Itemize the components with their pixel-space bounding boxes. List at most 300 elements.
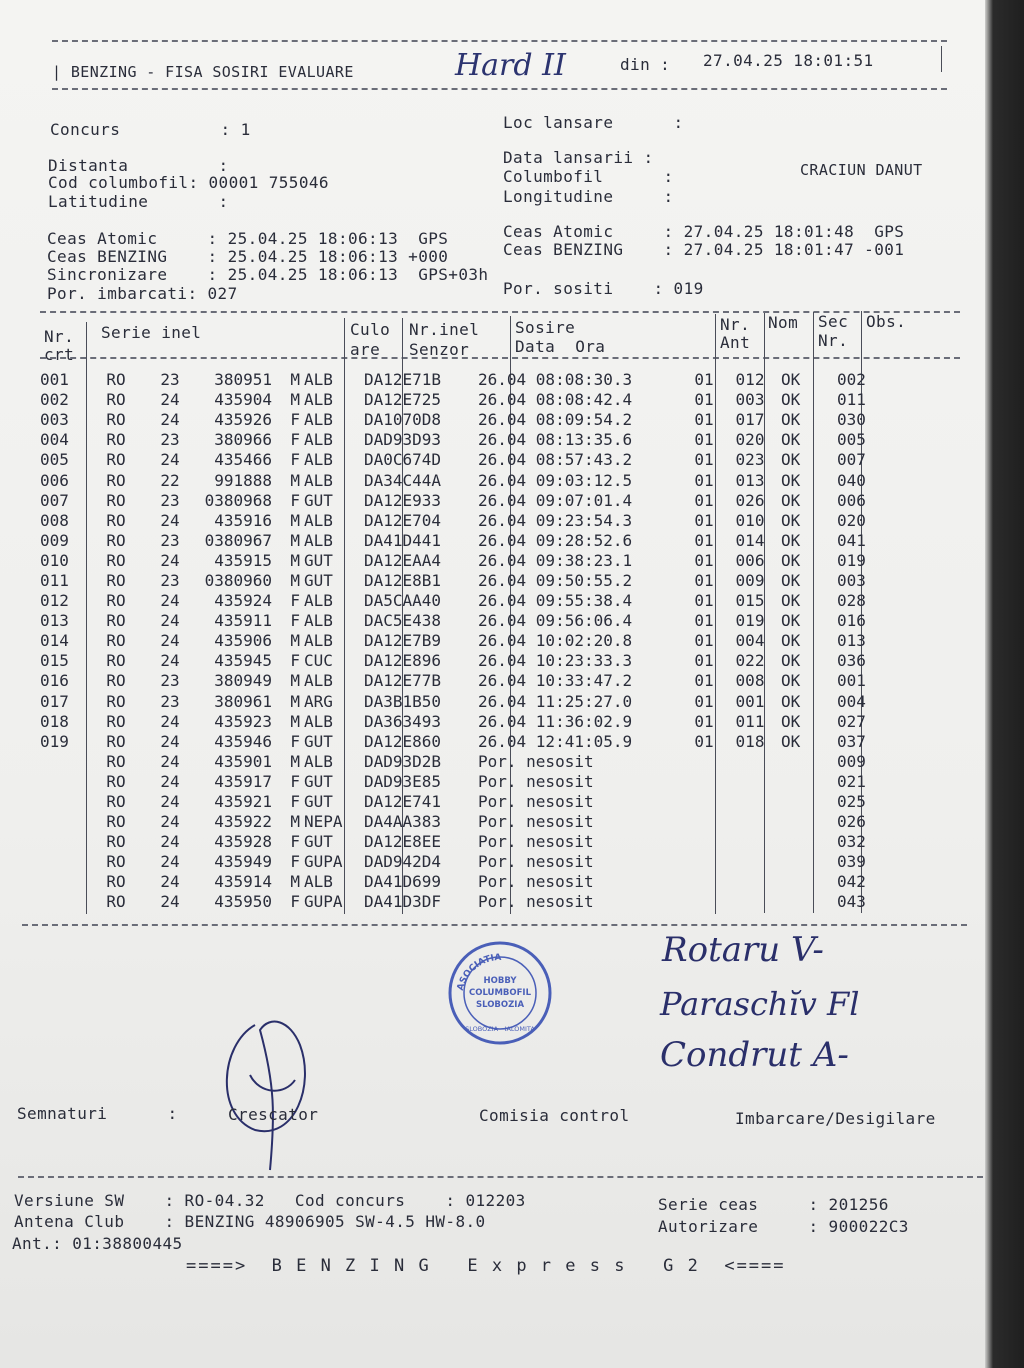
nom-cell: 014 (735, 530, 765, 550)
ring-country-cell: RO (106, 792, 126, 812)
sincronizare-field: Sincronizare : 25.04.25 18:06:13 GPS+03h (47, 265, 489, 284)
arrival-datetime-cell: 26.04 09:07:01.4 (478, 490, 633, 510)
security-status-cell: OK (781, 611, 801, 631)
ring-year-cell: 23 (160, 691, 180, 711)
obs-cell: 026 (837, 812, 866, 832)
sex-cell: F (290, 852, 300, 872)
color-cell: ALB (304, 751, 333, 771)
arrival-datetime-cell: 26.04 09:03:12.5 (478, 470, 633, 490)
security-status-cell: OK (781, 370, 801, 390)
row-number-cell: 003 (40, 410, 69, 430)
ring-year-cell: 24 (160, 450, 180, 470)
arrival-datetime-cell: Por. nesosit (478, 812, 594, 832)
security-status-cell: OK (781, 731, 801, 751)
row-number-cell (40, 772, 86, 792)
color-cell: ALB (304, 631, 333, 651)
table-row (40, 872, 897, 892)
nom-cell: 003 (735, 390, 765, 410)
nom-cell (725, 852, 775, 872)
arrival-datetime-cell: 26.04 11:25:27.0 (478, 691, 633, 711)
ring-number-cell: 0380967 (204, 530, 272, 550)
ceas-benzing-left: Ceas BENZING : 25.04.25 18:06:13 +000 (47, 247, 449, 266)
col-nrinel: Nr.inel (409, 320, 480, 339)
table-row (40, 491, 897, 511)
ring-year-cell: 23 (160, 570, 180, 590)
signature-crescator: Crescator (228, 1105, 319, 1124)
ring-number-cell: 435921 (214, 792, 272, 812)
nom-cell: 006 (735, 550, 765, 570)
ring-country-cell: RO (106, 530, 126, 550)
obs-cell: 027 (837, 711, 866, 731)
sensor-ring-cell: DA12E933 (364, 490, 442, 510)
table-row (40, 792, 897, 812)
row-number-cell: 017 (40, 691, 69, 711)
color-cell: ALB (304, 510, 333, 530)
ring-year-cell: 24 (160, 631, 180, 651)
col-nom: Nom (768, 313, 799, 332)
obs-cell: 020 (837, 510, 866, 530)
col-culo: Culo (350, 320, 391, 339)
ring-number-cell: 435906 (214, 631, 272, 651)
color-cell: ALB (304, 390, 333, 410)
loc-lansare-field: Loc lansare : (503, 113, 684, 132)
antenna-cell (683, 772, 725, 792)
sex-cell: M (290, 691, 300, 711)
obs-cell: 041 (837, 530, 866, 550)
antenna-cell (683, 872, 725, 892)
footer-rule (18, 1176, 983, 1178)
col-ant: Ant (720, 333, 751, 352)
ring-country-cell: RO (106, 631, 126, 651)
stamp-side-text: SLOBOZIA - IALOMITA (465, 1025, 535, 1033)
obs-cell: 032 (837, 832, 866, 852)
row-number-cell: 001 (40, 370, 69, 390)
security-status-cell: OK (781, 691, 801, 711)
ring-country-cell: RO (106, 731, 126, 751)
obs-cell: 009 (837, 751, 866, 771)
ring-country-cell: RO (106, 771, 126, 791)
row-number-cell: 002 (40, 390, 69, 410)
security-status-cell: OK (781, 470, 801, 490)
nom-cell: 012 (735, 370, 765, 390)
crescator-signature-icon (215, 1005, 325, 1175)
col-senzor: Senzor (409, 340, 470, 359)
sensor-ring-cell: DA4AA383 (364, 812, 442, 832)
ceas-atomic-left: Ceas Atomic : 25.04.25 18:06:13 GPS (47, 229, 449, 248)
sensor-ring-cell: DAD942D4 (364, 852, 442, 872)
col-crt: crt (44, 345, 75, 364)
ring-year-cell: 24 (160, 771, 180, 791)
security-status-cell: OK (781, 510, 801, 530)
ring-number-cell: 435945 (214, 651, 272, 671)
handwritten-signature-1: Rotaru V- (662, 930, 824, 970)
antenna-cell (683, 892, 725, 912)
color-cell: ARG (304, 691, 333, 711)
sex-cell: M (290, 510, 300, 530)
ring-year-cell: 24 (160, 812, 180, 832)
ring-number-cell: 435901 (214, 751, 272, 771)
ring-country-cell: RO (106, 892, 126, 912)
arrival-datetime-cell: 26.04 10:23:33.3 (478, 651, 633, 671)
longitudine-field: Longitudine : (503, 187, 674, 206)
sex-cell: F (290, 651, 300, 671)
distanta-field: Distanta : (48, 156, 229, 175)
data-lansarii-field: Data lansarii : (503, 148, 654, 167)
obs-cell: 040 (837, 470, 866, 490)
row-number-cell: 016 (40, 671, 69, 691)
color-cell: ALB (304, 430, 333, 450)
nom-cell: 013 (735, 470, 765, 490)
sex-cell: M (290, 550, 300, 570)
obs-cell: 005 (837, 430, 866, 450)
ring-number-cell: 991888 (214, 470, 272, 490)
antenna-cell: 01 (694, 390, 714, 410)
color-cell: GUT (304, 792, 333, 812)
handwritten-title: Hard II (455, 48, 566, 83)
ring-number-cell: 435466 (214, 450, 272, 470)
table-row (40, 671, 897, 691)
color-cell: GUT (304, 490, 333, 510)
sensor-ring-cell: DAD93D2B (364, 751, 442, 771)
arrival-datetime-cell: Por. nesosit (478, 892, 594, 912)
antenna-cell: 01 (694, 370, 714, 390)
por-imbarcati-field: Por. imbarcati: 027 (47, 284, 238, 303)
ring-country-cell: RO (106, 872, 126, 892)
table-row (40, 892, 897, 912)
sensor-ring-cell: DAD93E85 (364, 771, 442, 791)
arrival-datetime-cell: 26.04 08:13:35.6 (478, 430, 633, 450)
sex-cell: M (290, 631, 300, 651)
ring-year-cell: 24 (160, 550, 180, 570)
ring-year-cell: 24 (160, 510, 180, 530)
antenna-cell: 01 (694, 510, 714, 530)
row-number-cell (40, 752, 86, 772)
color-cell: ALB (304, 410, 333, 430)
nom-cell (725, 812, 775, 832)
sex-cell: M (290, 711, 300, 731)
nom-cell (725, 752, 775, 772)
color-cell: ALB (304, 450, 333, 470)
obs-cell: 025 (837, 792, 866, 812)
obs-cell: 016 (837, 611, 866, 631)
col-nr-ant: Nr. (720, 315, 751, 334)
footer-autorizare: Autorizare : 900022C3 (658, 1217, 909, 1236)
background-edge (985, 0, 1024, 1368)
sex-cell: F (290, 611, 300, 631)
antenna-cell: 01 (694, 430, 714, 450)
obs-cell: 013 (837, 631, 866, 651)
sensor-ring-cell: DA12E860 (364, 731, 442, 751)
ring-number-cell: 435949 (214, 852, 272, 872)
security-status-cell (775, 832, 829, 852)
antenna-cell: 01 (694, 651, 714, 671)
nom-cell: 004 (735, 631, 765, 651)
table-row (40, 732, 897, 752)
ring-year-cell: 24 (160, 591, 180, 611)
sensor-ring-cell: DA363493 (364, 711, 442, 731)
nom-cell: 023 (735, 450, 765, 470)
antenna-cell (683, 852, 725, 872)
nom-cell: 011 (735, 711, 765, 731)
antenna-cell: 01 (694, 450, 714, 470)
antenna-cell: 01 (694, 470, 714, 490)
ring-number-cell: 435950 (214, 892, 272, 912)
sex-cell: M (290, 470, 300, 490)
header-din-value: 27.04.25 18:01:51 (703, 51, 874, 70)
ring-number-cell: 435946 (214, 731, 272, 751)
ring-number-cell: 380966 (214, 430, 272, 450)
ring-year-cell: 24 (160, 651, 180, 671)
ring-number-cell: 380951 (214, 370, 272, 390)
ring-country-cell: RO (106, 410, 126, 430)
antenna-cell: 01 (694, 731, 714, 751)
col-nr: Nr. (44, 327, 75, 346)
col-sec: Sec (818, 312, 849, 331)
obs-cell: 030 (837, 410, 866, 430)
nom-cell: 015 (735, 591, 765, 611)
antenna-cell (683, 812, 725, 832)
ring-number-cell: 0380960 (204, 570, 272, 590)
ring-number-cell: 435924 (214, 591, 272, 611)
table-row (40, 772, 897, 792)
table-header-bottom-rule (40, 357, 960, 359)
columbofil-field: Columbofil : (503, 167, 674, 186)
ring-country-cell: RO (106, 852, 126, 872)
color-cell: GUT (304, 731, 333, 751)
arrival-datetime-cell: 26.04 09:55:38.4 (478, 591, 633, 611)
sensor-ring-cell: DA12E896 (364, 651, 442, 671)
row-number-cell (40, 792, 86, 812)
ring-country-cell: RO (106, 812, 126, 832)
ring-country-cell: RO (106, 510, 126, 530)
table-row (40, 852, 897, 872)
antenna-cell: 01 (694, 631, 714, 651)
ring-number-cell: 435915 (214, 550, 272, 570)
row-number-cell: 004 (40, 430, 69, 450)
sex-cell: F (290, 731, 300, 751)
color-cell: ALB (304, 872, 333, 892)
ring-number-cell: 380961 (214, 691, 272, 711)
arrival-datetime-cell: Por. nesosit (478, 792, 594, 812)
sex-cell: M (290, 671, 300, 691)
obs-cell: 001 (837, 671, 866, 691)
nom-cell: 001 (735, 691, 765, 711)
antenna-cell (683, 832, 725, 852)
sensor-ring-cell: DA12EAA4 (364, 550, 442, 570)
col-serie: Serie inel (101, 323, 202, 342)
row-number-cell: 013 (40, 611, 69, 631)
table-row (40, 812, 897, 832)
ring-year-cell: 24 (160, 711, 180, 731)
arrival-datetime-cell: Por. nesosit (478, 832, 594, 852)
obs-cell: 039 (837, 852, 866, 872)
header-title: | BENZING - FISA SOSIRI EVALUARE (52, 63, 354, 81)
arrival-datetime-cell: 26.04 09:23:54.3 (478, 510, 633, 530)
arrival-datetime-cell: 26.04 08:09:54.2 (478, 410, 633, 430)
nom-cell: 008 (735, 671, 765, 691)
color-cell: GUPA (304, 892, 343, 912)
ceas-benzing-right: Ceas BENZING : 27.04.25 18:01:47 -001 (503, 240, 905, 259)
arrivals-table (40, 370, 897, 913)
ring-year-cell: 24 (160, 410, 180, 430)
row-number-cell: 014 (40, 631, 69, 651)
row-number-cell: 018 (40, 711, 69, 731)
security-status-cell: OK (781, 591, 801, 611)
stamp-outer-text: ASOCIATIA (455, 952, 502, 992)
sex-cell: F (290, 410, 300, 430)
ring-number-cell: 435914 (214, 872, 272, 892)
security-status-cell: OK (781, 570, 801, 590)
ring-year-cell: 24 (160, 872, 180, 892)
table-row (40, 631, 897, 651)
cod-columbofil-field: Cod columbofil: 00001 755046 (48, 173, 329, 192)
arrival-datetime-cell: 26.04 12:41:05.9 (478, 731, 633, 751)
arrival-datetime-cell: 26.04 09:38:23.1 (478, 550, 633, 570)
security-status-cell: OK (781, 711, 801, 731)
arrival-datetime-cell: 26.04 08:08:30.3 (478, 370, 633, 390)
stamp-line-2: COLUMBOFIL (468, 988, 532, 998)
row-number-cell (40, 832, 86, 852)
ring-country-cell: RO (106, 570, 126, 590)
ring-country-cell: RO (106, 450, 126, 470)
col-are: are (350, 340, 381, 359)
security-status-cell (775, 892, 829, 912)
ring-year-cell: 23 (160, 430, 180, 450)
color-cell: ALB (304, 611, 333, 631)
table-row (40, 832, 897, 852)
arrival-datetime-cell: 26.04 09:56:06.4 (478, 611, 633, 631)
col-obs: Obs. (866, 312, 907, 331)
ring-year-cell: 24 (160, 792, 180, 812)
row-number-cell (40, 872, 86, 892)
columbofil-name: CRACIUN DANUT (800, 161, 923, 179)
ring-country-cell: RO (106, 671, 126, 691)
association-stamp (445, 938, 555, 1048)
color-cell: ALB (304, 671, 333, 691)
ring-country-cell: RO (106, 370, 126, 390)
col-sosire: Sosire (515, 318, 576, 337)
obs-cell: 011 (837, 390, 866, 410)
footer-brand: ====> B E N Z I N G E x p r e s s G 2 <==== (186, 1256, 786, 1276)
nom-cell: 019 (735, 611, 765, 631)
ring-country-cell: RO (106, 550, 126, 570)
row-number-cell: 009 (40, 530, 69, 550)
row-number-cell: 010 (40, 550, 69, 570)
ring-number-cell: 435904 (214, 390, 272, 410)
table-row (40, 651, 897, 671)
ring-number-cell: 380949 (214, 671, 272, 691)
antenna-cell: 01 (694, 410, 714, 430)
sensor-ring-cell: DA41D441 (364, 530, 442, 550)
nom-cell: 026 (735, 490, 765, 510)
nom-cell (725, 832, 775, 852)
ceas-atomic-right: Ceas Atomic : 27.04.25 18:01:48 GPS (503, 222, 905, 241)
header-right-bar (941, 46, 942, 72)
table-row (40, 712, 897, 732)
row-number-cell: 015 (40, 651, 69, 671)
arrival-datetime-cell: 26.04 09:28:52.6 (478, 530, 633, 550)
sensor-ring-cell: DA0C674D (364, 450, 442, 470)
table-row (40, 410, 897, 430)
ring-number-cell: 435911 (214, 611, 272, 631)
sex-cell: F (290, 430, 300, 450)
ring-number-cell: 435926 (214, 410, 272, 430)
ring-year-cell: 24 (160, 852, 180, 872)
arrival-datetime-cell: 26.04 08:57:43.2 (478, 450, 633, 470)
latitudine-field: Latitudine : (48, 192, 229, 211)
color-cell: GUT (304, 570, 333, 590)
table-row (40, 370, 897, 390)
obs-cell: 019 (837, 550, 866, 570)
obs-cell: 042 (837, 872, 866, 892)
sensor-ring-cell: DAC5E438 (364, 611, 442, 631)
ring-number-cell: 435916 (214, 510, 272, 530)
table-row (40, 470, 897, 490)
nom-cell (725, 872, 775, 892)
row-number-cell: 007 (40, 490, 69, 510)
ring-country-cell: RO (106, 591, 126, 611)
obs-cell: 043 (837, 892, 866, 912)
security-status-cell (775, 812, 829, 832)
ring-year-cell: 22 (160, 470, 180, 490)
obs-cell: 007 (837, 450, 866, 470)
row-number-cell: 005 (40, 450, 69, 470)
footer-versiune: Versiune SW : RO-04.32 Cod concurs : 012203 (14, 1191, 526, 1210)
ring-year-cell: 24 (160, 731, 180, 751)
sex-cell: F (290, 892, 300, 912)
sensor-ring-cell: DA12E77B (364, 671, 442, 691)
table-row (40, 571, 897, 591)
color-cell: CUC (304, 651, 333, 671)
color-cell: ALB (304, 711, 333, 731)
ring-country-cell: RO (106, 430, 126, 450)
sex-cell: M (290, 751, 300, 771)
ring-country-cell: RO (106, 691, 126, 711)
table-row (40, 531, 897, 551)
row-number-cell: 012 (40, 591, 69, 611)
footer-serie-ceas: Serie ceas : 201256 (658, 1195, 889, 1214)
color-cell: GUT (304, 550, 333, 570)
sex-cell: F (290, 490, 300, 510)
table-row (40, 611, 897, 631)
handwritten-signature-2: Paraschĭv Fl (660, 985, 860, 1023)
row-number-cell: 019 (40, 731, 69, 751)
ring-year-cell: 24 (160, 390, 180, 410)
nom-cell (725, 892, 775, 912)
sensor-ring-cell: DA12E8B1 (364, 570, 442, 590)
ring-year-cell: 23 (160, 530, 180, 550)
color-cell: ALB (304, 591, 333, 611)
obs-cell: 004 (837, 691, 866, 711)
table-row (40, 692, 897, 712)
sex-cell: F (290, 792, 300, 812)
table-row (40, 591, 897, 611)
stamp-line-1: HOBBY (483, 976, 517, 986)
handwritten-signature-3: Condrut A- (660, 1035, 849, 1075)
ring-country-cell: RO (106, 751, 126, 771)
table-row (40, 390, 897, 410)
table-row (40, 430, 897, 450)
ring-year-cell: 24 (160, 611, 180, 631)
ring-year-cell: 23 (160, 490, 180, 510)
security-status-cell: OK (781, 631, 801, 651)
row-number-cell: 006 (40, 470, 69, 490)
sex-cell: M (290, 530, 300, 550)
security-status-cell: OK (781, 390, 801, 410)
sex-cell: F (290, 832, 300, 852)
ring-number-cell: 0380968 (204, 490, 272, 510)
arrival-datetime-cell: 26.04 10:33:47.2 (478, 671, 633, 691)
